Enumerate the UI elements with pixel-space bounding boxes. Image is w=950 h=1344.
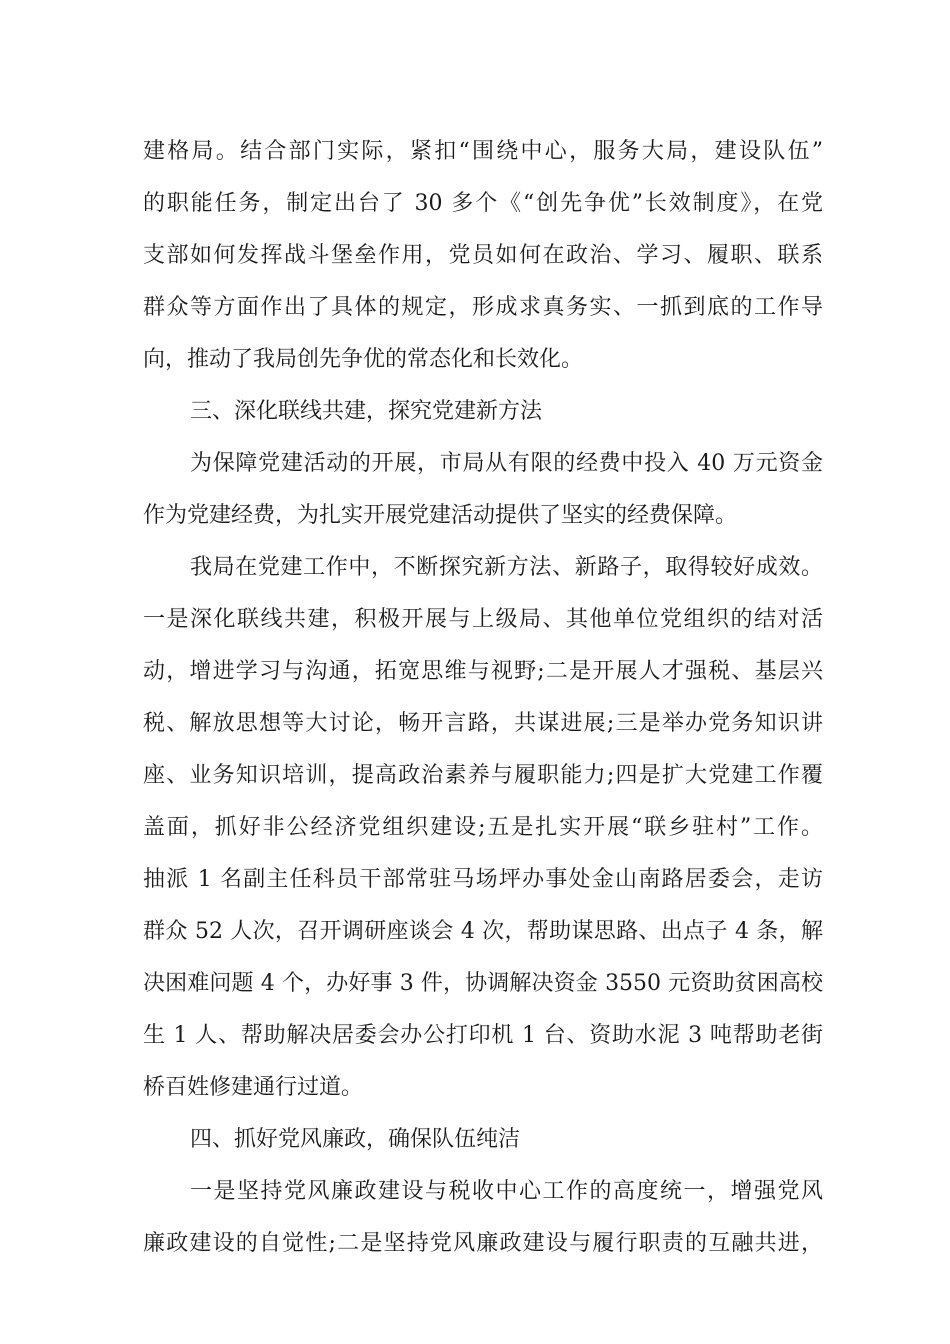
text-line: 为保障党建活动的开展，市局从有限的经费中投入 40 万元资金 bbox=[190, 451, 823, 476]
text-line: 抽派 1 名副主任科员干部常驻马场坪办事处金山南路居委会，走访 bbox=[143, 867, 823, 892]
text-line: 一是深化联线共建，积极开展与上级局、其他单位党组织的结对活 bbox=[143, 607, 823, 632]
text-line: 作为党建经费，为扎实开展党建活动提供了坚实的经费保障。 bbox=[143, 503, 738, 528]
text-line: 三、深化联线共建，探究党建新方法 bbox=[190, 399, 543, 424]
text-line: 群众 52 人次，召开调研座谈会 4 次，帮助谋思路、出点子 4 条，解 bbox=[143, 919, 823, 944]
text-line: 的职能任务，制定出台了 30 多个《“创先争优”长效制度》，在党 bbox=[143, 191, 823, 216]
text-line: 四、抓好党风廉政，确保队伍纯洁 bbox=[190, 1127, 521, 1152]
text-line: 决困难问题 4 个，办好事 3 件，协调解决资金 3550 元资助贫困高校 bbox=[143, 971, 823, 996]
text-line: 动，增进学习与沟通，拓宽思维与视野;二是开展人才强税、基层兴 bbox=[143, 659, 823, 684]
text-line: 生 1 人、帮助解决居委会办公打印机 1 台、资助水泥 3 吨帮助老街 bbox=[143, 1023, 823, 1048]
text-line: 建格局。结合部门实际，紧扣“围绕中心，服务大局，建设队伍” bbox=[143, 139, 823, 164]
text-line: 向，推动了我局创先争优的常态化和长效化。 bbox=[143, 347, 584, 372]
text-line: 桥百姓修建通行过道。 bbox=[143, 1075, 364, 1100]
text-line: 群众等方面作出了具体的规定，形成求真务实、一抓到底的工作导 bbox=[143, 295, 823, 320]
text-line: 我局在党建工作中，不断探究新方法、新路子，取得较好成效。 bbox=[190, 555, 823, 580]
text-line: 支部如何发挥战斗堡垒作用，党员如何在政治、学习、履职、联系 bbox=[143, 243, 823, 268]
text-line: 廉政建设的自觉性;二是坚持党风廉政建设与履行职责的互融共进， bbox=[143, 1231, 823, 1256]
text-line: 盖面，抓好非公经济党组织建设;五是扎实开展“联乡驻村”工作。 bbox=[143, 815, 823, 840]
text-line: 一是坚持党风廉政建设与税收中心工作的高度统一，增强党风 bbox=[190, 1179, 823, 1204]
text-line: 税、解放思想等大讨论，畅开言路，共谋进展;三是举办党务知识讲 bbox=[143, 711, 823, 736]
text-line: 座、业务知识培训，提高政治素养与履职能力;四是扩大党建工作覆 bbox=[143, 763, 823, 788]
document-body bbox=[143, 126, 823, 1270]
